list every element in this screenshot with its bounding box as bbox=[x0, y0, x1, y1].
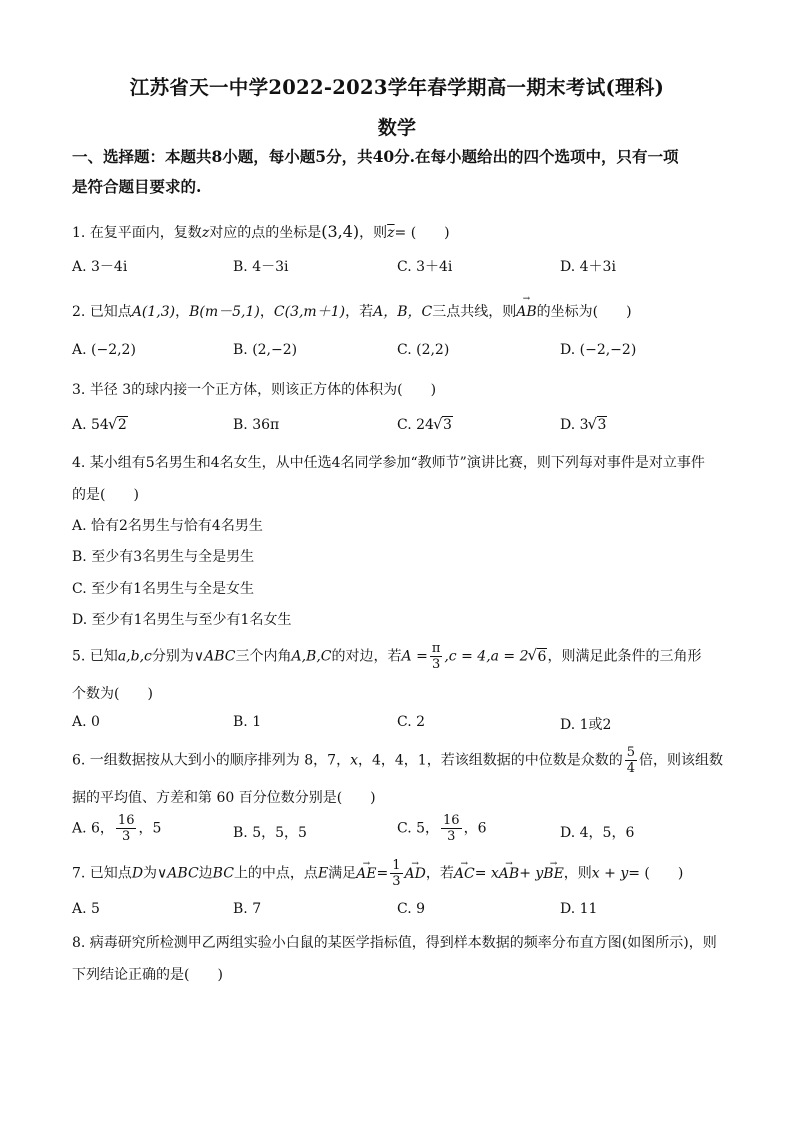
section-line-1: 一、选择题：本题共8小题，每小题5分，共40分.在每小题给出的四个选项中，只有一项 bbox=[72, 147, 679, 166]
q2-option-c: C. (2,2) bbox=[397, 342, 450, 358]
q7-vector-ae: → AE bbox=[356, 861, 376, 887]
q7-text-g: ，则 bbox=[563, 865, 592, 882]
q2-sep-1: ， bbox=[175, 304, 190, 320]
q7-option-d: D. 11 bbox=[560, 901, 598, 917]
exam-title: 江苏省天一中学2022-2023学年春学期高一期末考试(理科) bbox=[129, 76, 665, 99]
q5-text-d: 的对边，若 bbox=[331, 648, 402, 665]
q3-option-a-sqrt bbox=[109, 417, 128, 433]
q3-option-a-radicand: 2 bbox=[117, 417, 127, 433]
q7-text-a: 7. 已知点 bbox=[72, 865, 132, 882]
q2-point-b: B(m－5,1) bbox=[189, 304, 260, 320]
q6-option-c-numerator: 16 bbox=[443, 813, 460, 828]
q1-text-a: 在复平面内，复数 bbox=[89, 225, 202, 241]
exam-subject: 数学 bbox=[377, 117, 417, 139]
q7-text-c: 边 bbox=[198, 865, 213, 882]
q6-option-a-numerator: 16 bbox=[117, 813, 135, 828]
q7-equals-x: = x bbox=[474, 865, 499, 882]
q5-text-c: 三个内角 bbox=[235, 648, 292, 665]
q6-option-a-suffix: ，5 bbox=[138, 820, 162, 837]
q7-text-d: 上的中点，点 bbox=[233, 865, 318, 882]
q7-vector-ad: → AD bbox=[405, 861, 426, 887]
q7-x-plus-y: x + y bbox=[591, 865, 629, 882]
q7-side-bc: BC bbox=[212, 865, 234, 882]
q5-text-b: 分别为 bbox=[151, 648, 194, 665]
q1-option-c: C. 3＋4i bbox=[397, 259, 453, 275]
q2-point-a: A(1,3) bbox=[131, 304, 176, 320]
q4-line-1: 4. 某小组有5名男生和4名女生，从中任选4名同学参加“教师节”演讲比赛，则下列每对事件是对立事件 bbox=[72, 455, 705, 471]
q6-option-c-suffix: ，6 bbox=[463, 820, 487, 837]
question-7 bbox=[72, 858, 732, 889]
q6-option-c bbox=[397, 813, 487, 844]
q3-option-a bbox=[72, 417, 128, 433]
q6-text-c: 倍，则该组数 bbox=[639, 752, 723, 769]
q5-cond-2: ,c = 4,a = 2 bbox=[444, 648, 529, 665]
q6-option-c-denominator: 3 bbox=[447, 829, 456, 844]
q1-option-a: A. 3－4i bbox=[72, 259, 128, 275]
section-heading bbox=[72, 142, 732, 202]
q3-option-c bbox=[397, 417, 453, 433]
q4-option-b: B. 至少有3名男生与全是男生 bbox=[72, 549, 255, 565]
q5-sqrt-6 bbox=[529, 644, 548, 670]
q1-var-z: z bbox=[201, 225, 210, 241]
q6-fraction-denominator: 4 bbox=[626, 761, 635, 776]
q7-vector-be: → BE bbox=[543, 861, 564, 887]
q3-option-c-radicand: 3 bbox=[442, 417, 452, 433]
q1-option-d: D. 4＋3i bbox=[560, 259, 616, 275]
q7-vector-ab: → AB bbox=[499, 861, 519, 887]
q1-coord: (3,4) bbox=[321, 222, 360, 241]
q5-option-d: D. 1或2 bbox=[560, 717, 612, 733]
q5-option-c: C. 2 bbox=[397, 714, 426, 730]
q7-text-f: ，若 bbox=[425, 865, 454, 882]
q7-fraction-1-3 bbox=[390, 858, 402, 889]
q6-var-x: x bbox=[350, 752, 358, 769]
q4-option-c: C. 至少有1名男生与全是女生 bbox=[72, 581, 255, 597]
q5-fraction-denominator: 3 bbox=[431, 657, 441, 672]
q8-line-2: 下列结论正确的是( ) bbox=[72, 967, 223, 983]
q2-option-d: D. (−2,−2) bbox=[560, 342, 637, 358]
question-1 bbox=[72, 222, 732, 242]
q7-option-c: C. 9 bbox=[397, 901, 426, 917]
q5-fraction-pi-3 bbox=[430, 641, 443, 672]
section-line-2: 是符合题目要求的. bbox=[72, 177, 202, 196]
q5-option-b: B. 1 bbox=[233, 714, 262, 730]
q6-line-2: 据的平均值、方差和第 60 百分位数分别是( ) bbox=[72, 790, 376, 806]
q6-option-d: D. 4，5，6 bbox=[560, 825, 635, 841]
q3-option-d-prefix: D. 3 bbox=[560, 417, 589, 433]
q2-text-c: 三点共线，则 bbox=[432, 304, 517, 320]
q2-abc: A，B，C bbox=[373, 304, 433, 320]
q2-vector-ab: → AB bbox=[516, 304, 536, 320]
q5-fraction-numerator: π bbox=[431, 641, 441, 656]
q7-text-h: = ( ) bbox=[628, 865, 684, 882]
q5-cond-1: A = bbox=[401, 648, 428, 665]
q5-abc-lower: a,b,c bbox=[117, 648, 152, 665]
q7-option-a: A. 5 bbox=[72, 901, 100, 917]
q1-number: 1. bbox=[72, 225, 86, 241]
q7-point-d: D bbox=[131, 865, 144, 882]
q7-equals: = bbox=[376, 865, 389, 882]
q1-zbar: $\overline{z}$ bbox=[387, 225, 395, 241]
question-5 bbox=[72, 641, 732, 672]
q6-option-a-fraction bbox=[116, 813, 137, 844]
q7-point-e: E bbox=[317, 865, 329, 882]
question-3: 3. 半径 3的球内接一个正方体，则该正方体的体积为( ) bbox=[72, 382, 437, 398]
q7-fraction-denominator: 3 bbox=[392, 874, 401, 889]
q2-sep-2: ， bbox=[259, 304, 274, 320]
q3-option-c-sqrt bbox=[434, 417, 453, 433]
q4-option-d: D. 至少有1名男生与至少有1名女生 bbox=[72, 612, 292, 628]
q3-option-d-sqrt bbox=[589, 417, 608, 433]
q8-line-1: 8. 病毒研究所检测甲乙两组实验小白鼠的某医学指标值，得到样本数据的频率分布直方图(如图所示)，则 bbox=[72, 935, 717, 951]
q5-text-a: 5. 已知 bbox=[72, 648, 118, 665]
q6-fraction-numerator: 5 bbox=[626, 745, 635, 760]
q5-abc-upper: A,B,C bbox=[291, 648, 332, 665]
q3-option-a-prefix: A. 54 bbox=[72, 417, 109, 433]
question-2 bbox=[72, 301, 732, 321]
q2-point-c: C(3,m＋1) bbox=[273, 304, 346, 320]
q2-option-a: A. (−2,2) bbox=[72, 342, 136, 358]
q3-option-b: B. 36π bbox=[233, 417, 280, 433]
q2-text-d: 的坐标为( ) bbox=[536, 304, 632, 320]
q6-text-a: 6. 一组数据按从大到小的顺序排列为 8，7， bbox=[72, 752, 351, 769]
q5-option-a: A. 0 bbox=[72, 714, 100, 730]
q7-option-b: B. 7 bbox=[233, 901, 262, 917]
q2-text-a: 已知点 bbox=[89, 304, 132, 320]
q6-option-a-denominator: 3 bbox=[122, 829, 131, 844]
q2-option-b: B. (2,−2) bbox=[233, 342, 298, 358]
q6-fraction-5-4 bbox=[625, 745, 637, 776]
q7-vector-ac: → AC bbox=[454, 861, 475, 887]
q4-option-a: A. 恰有2名男生与恰有4名男生 bbox=[72, 518, 263, 534]
q4-line-2: 的是( ) bbox=[72, 487, 139, 503]
question-6 bbox=[72, 745, 732, 776]
q1-text-b: 对应的点的坐标是 bbox=[209, 225, 322, 241]
q5-text-e: ，则满足此条件的三角形 bbox=[547, 648, 702, 665]
q7-text-b: 为 bbox=[143, 865, 158, 882]
q6-option-b: B. 5，5，5 bbox=[233, 825, 307, 841]
q3-option-d-radicand: 3 bbox=[597, 417, 607, 433]
q3-option-d bbox=[560, 417, 607, 433]
q5-line-2: 个数为( ) bbox=[72, 686, 153, 702]
q5-triangle: ∨ABC bbox=[193, 648, 236, 665]
q1-text-c: ，则 bbox=[359, 225, 388, 241]
q6-option-c-fraction bbox=[441, 813, 462, 844]
q6-option-a bbox=[72, 813, 161, 844]
q3-option-c-prefix: C. 24 bbox=[397, 417, 434, 433]
q7-plus-y: + y bbox=[519, 865, 544, 882]
q2-text-b: ，若 bbox=[345, 304, 374, 320]
q7-fraction-numerator: 1 bbox=[392, 858, 401, 873]
q5-radicand: 6 bbox=[537, 648, 547, 665]
q7-text-e: 满足 bbox=[328, 865, 357, 882]
q1-option-b: B. 4－3i bbox=[233, 259, 289, 275]
q7-triangle: ∨ABC bbox=[157, 865, 199, 882]
q6-option-a-prefix: A. 6， bbox=[72, 820, 114, 837]
q1-text-d: = ( ) bbox=[394, 225, 450, 241]
q2-number: 2. bbox=[72, 304, 86, 320]
q6-option-c-prefix: C. 5， bbox=[397, 820, 440, 837]
q6-text-b: ，4，4，1，若该组数据的中位数是众数的 bbox=[357, 752, 623, 769]
